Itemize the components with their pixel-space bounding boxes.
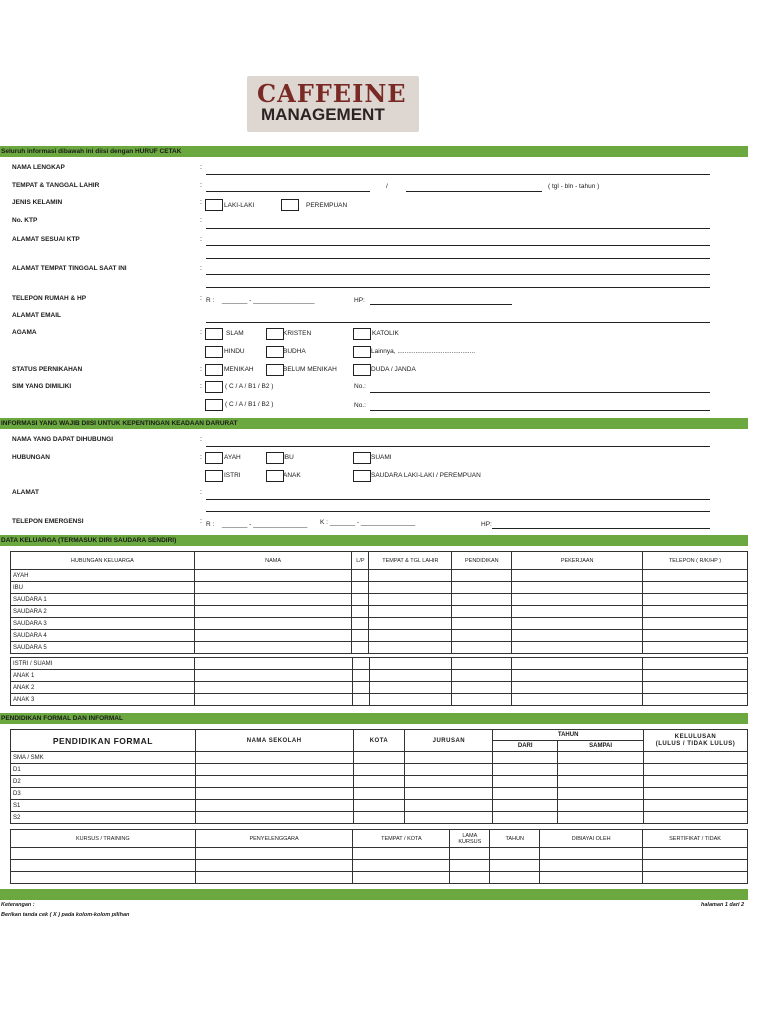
row-label: ISTRI / SUAMI bbox=[11, 658, 195, 670]
option-islam: SLAM bbox=[226, 330, 244, 337]
header-sampai: SAMPAI bbox=[558, 741, 644, 752]
colon: : bbox=[200, 182, 202, 189]
table-cell[interactable] bbox=[643, 630, 748, 642]
table-cell[interactable] bbox=[369, 618, 452, 630]
alamat-ktp-field-2[interactable] bbox=[206, 258, 710, 259]
table-cell[interactable] bbox=[558, 764, 644, 776]
tanggal-lahir-field[interactable] bbox=[406, 191, 542, 192]
label-alamat-ktp: ALAMAT SESUAI KTP bbox=[12, 236, 80, 243]
no-ktp-field[interactable] bbox=[206, 228, 710, 229]
table-cell[interactable] bbox=[644, 764, 748, 776]
table-cell[interactable] bbox=[194, 642, 352, 654]
table-cell[interactable] bbox=[493, 776, 558, 788]
checkbox-islam[interactable] bbox=[205, 328, 223, 340]
table-cell[interactable] bbox=[452, 682, 512, 694]
row-label: D1 bbox=[11, 764, 196, 776]
section-header-education: PENDIDIKAN FORMAL DAN INFORMAL bbox=[0, 713, 748, 724]
table-cell[interactable] bbox=[353, 812, 405, 824]
table-cell[interactable] bbox=[512, 606, 643, 618]
checkbox-istri[interactable] bbox=[205, 470, 223, 482]
table-cell[interactable] bbox=[490, 872, 540, 884]
row-label: S1 bbox=[11, 800, 196, 812]
checkbox-perempuan[interactable] bbox=[281, 199, 299, 211]
table-cell[interactable] bbox=[540, 872, 643, 884]
table-cell[interactable] bbox=[195, 788, 353, 800]
checkbox-anak[interactable] bbox=[266, 470, 284, 482]
col-header: SERTIFIKAT / TIDAK bbox=[643, 830, 748, 848]
table-cell[interactable] bbox=[369, 682, 452, 694]
table-cell[interactable] bbox=[352, 670, 369, 682]
col-header: LAMA KURSUS bbox=[450, 830, 490, 848]
table-cell[interactable] bbox=[644, 800, 748, 812]
table-cell[interactable] bbox=[512, 694, 643, 706]
option-katolik: KATOLIK bbox=[372, 330, 399, 337]
nama-lengkap-field[interactable] bbox=[206, 174, 710, 175]
table-cell[interactable] bbox=[643, 570, 748, 582]
table-row bbox=[11, 670, 748, 682]
table-cell[interactable] bbox=[194, 670, 352, 682]
footer-bar bbox=[0, 889, 748, 900]
table-cell[interactable] bbox=[194, 606, 352, 618]
table-cell[interactable] bbox=[352, 694, 369, 706]
row-label: ANAK 3 bbox=[11, 694, 195, 706]
checkbox-sim-2[interactable] bbox=[205, 399, 223, 411]
label-agama: AGAMA bbox=[12, 329, 37, 336]
checkbox-duda-janda[interactable] bbox=[353, 364, 371, 376]
table-row bbox=[11, 800, 748, 812]
table-cell[interactable] bbox=[369, 606, 452, 618]
table-row bbox=[11, 658, 748, 670]
courses-table bbox=[10, 829, 748, 884]
table-cell[interactable] bbox=[643, 618, 748, 630]
table-cell[interactable] bbox=[194, 694, 352, 706]
table-cell[interactable] bbox=[194, 594, 352, 606]
logo-line2: MANAGEMENT bbox=[261, 105, 385, 124]
table-cell[interactable] bbox=[643, 606, 748, 618]
row-label: ANAK 2 bbox=[11, 682, 195, 694]
colon: : bbox=[200, 329, 202, 336]
table-row bbox=[11, 582, 748, 594]
sim-no-label-1: No.: bbox=[354, 383, 366, 390]
table-row bbox=[11, 682, 748, 694]
table-cell[interactable] bbox=[194, 570, 352, 582]
checkbox-saudara[interactable] bbox=[353, 470, 371, 482]
checkbox-laki-laki[interactable] bbox=[205, 199, 223, 211]
ttl-separator: / bbox=[386, 183, 388, 190]
table-cell[interactable] bbox=[369, 642, 452, 654]
table-cell[interactable] bbox=[512, 618, 643, 630]
table-cell[interactable] bbox=[194, 582, 352, 594]
table-cell[interactable] bbox=[493, 764, 558, 776]
colon: : bbox=[200, 366, 202, 373]
tel-r-label: R : bbox=[206, 521, 215, 528]
col-header: HUBUNGAN KELUARGA bbox=[11, 552, 195, 570]
table-cell[interactable] bbox=[352, 582, 369, 594]
table-cell[interactable] bbox=[450, 860, 490, 872]
col-header: PENDIDIKAN bbox=[452, 552, 512, 570]
table-cell[interactable] bbox=[643, 582, 748, 594]
table-cell[interactable] bbox=[452, 658, 512, 670]
table-cell[interactable] bbox=[512, 594, 643, 606]
table-cell[interactable] bbox=[194, 658, 352, 670]
sim-no-label-2: No.: bbox=[354, 402, 366, 409]
checkbox-lainnya[interactable] bbox=[353, 346, 371, 358]
table-cell[interactable] bbox=[490, 848, 540, 860]
checkbox-sim-1[interactable] bbox=[205, 381, 223, 393]
table-cell[interactable] bbox=[644, 752, 748, 764]
option-ayah: AYAH bbox=[224, 454, 241, 461]
label-telepon: TELEPON RUMAH & HP bbox=[12, 295, 87, 302]
option-saudara: SAUDARA LAKI-LAKI / PEREMPUAN bbox=[371, 472, 481, 479]
table-cell[interactable] bbox=[512, 682, 643, 694]
table-cell[interactable] bbox=[405, 776, 493, 788]
table-cell[interactable] bbox=[353, 788, 405, 800]
colon: : bbox=[200, 236, 202, 243]
table-row bbox=[11, 860, 748, 872]
table-cell[interactable] bbox=[352, 606, 369, 618]
tel-hp-label: HP: bbox=[481, 521, 492, 528]
table-cell[interactable] bbox=[353, 872, 450, 884]
table-cell[interactable] bbox=[369, 670, 452, 682]
nama-kontak-field[interactable] bbox=[206, 446, 710, 447]
table-cell[interactable] bbox=[369, 582, 452, 594]
alamat-kontak-field-2[interactable] bbox=[206, 511, 710, 512]
table-cell[interactable] bbox=[540, 848, 643, 860]
table-row bbox=[11, 812, 748, 824]
table-cell[interactable] bbox=[643, 872, 748, 884]
option-istri: ISTRI bbox=[224, 472, 241, 479]
colon: : bbox=[200, 454, 202, 461]
table-row bbox=[11, 594, 748, 606]
sim-option-1: ( C / A / B1 / B2 ) bbox=[225, 383, 274, 390]
table-cell[interactable] bbox=[540, 860, 643, 872]
table-cell[interactable] bbox=[558, 800, 644, 812]
row-label: SMA / SMK bbox=[11, 752, 196, 764]
table-cell[interactable] bbox=[452, 694, 512, 706]
option-menikah: MENIKAH bbox=[224, 366, 254, 373]
table-cell[interactable] bbox=[352, 594, 369, 606]
family-table-header bbox=[11, 552, 748, 570]
table-cell[interactable] bbox=[405, 800, 493, 812]
table-cell[interactable] bbox=[11, 860, 196, 872]
table-cell[interactable] bbox=[643, 658, 748, 670]
col-header: TEMPAT / KOTA bbox=[353, 830, 450, 848]
table-cell[interactable] bbox=[195, 776, 353, 788]
header-kelulusan bbox=[644, 730, 748, 752]
col-header: TAHUN bbox=[490, 830, 540, 848]
checkbox-suami[interactable] bbox=[353, 452, 371, 464]
colon: : bbox=[200, 164, 202, 171]
header-pendidikan-formal: PENDIDIKAN FORMAL bbox=[11, 730, 196, 752]
table-cell[interactable] bbox=[558, 788, 644, 800]
table-cell[interactable] bbox=[493, 800, 558, 812]
table-cell[interactable] bbox=[512, 570, 643, 582]
table-cell[interactable] bbox=[194, 618, 352, 630]
table-cell[interactable] bbox=[353, 752, 405, 764]
checkbox-budha[interactable] bbox=[266, 346, 284, 358]
ttl-hint: ( tgl - bln - tahun ) bbox=[548, 183, 600, 190]
table-cell[interactable] bbox=[512, 670, 643, 682]
col-header: TEMPAT & TGL LAHIR bbox=[369, 552, 452, 570]
col-header: KURSUS / TRAINING bbox=[11, 830, 196, 848]
label-no-ktp: No. KTP bbox=[12, 217, 38, 224]
table-cell[interactable] bbox=[11, 848, 196, 860]
table-cell[interactable] bbox=[493, 752, 558, 764]
table-cell[interactable] bbox=[369, 630, 452, 642]
sim-option-2: ( C / A / B1 / B2 ) bbox=[225, 401, 274, 408]
alamat-tinggal-field-2[interactable] bbox=[206, 287, 710, 288]
table-cell[interactable] bbox=[195, 752, 353, 764]
table-cell[interactable] bbox=[643, 682, 748, 694]
option-laki-laki: LAKI-LAKI bbox=[224, 202, 255, 209]
table-cell[interactable] bbox=[558, 812, 644, 824]
table-row bbox=[11, 570, 748, 582]
table-cell[interactable] bbox=[369, 594, 452, 606]
row-label: S2 bbox=[11, 812, 196, 824]
table-cell[interactable] bbox=[512, 642, 643, 654]
label-alamat-tinggal: ALAMAT TEMPAT TINGGAL SAAT INI bbox=[12, 265, 127, 272]
table-cell[interactable] bbox=[450, 848, 490, 860]
header-dari: DARI bbox=[493, 741, 558, 752]
row-label: SAUDARA 2 bbox=[11, 606, 195, 618]
footer-note: Berikan tanda cek ( X ) pada kolom-kolom pilihan bbox=[1, 912, 130, 918]
colon: : bbox=[200, 518, 202, 525]
table-cell[interactable] bbox=[558, 776, 644, 788]
table-row bbox=[11, 630, 748, 642]
table-cell[interactable] bbox=[369, 658, 452, 670]
company-logo bbox=[247, 76, 419, 132]
table-cell[interactable] bbox=[643, 594, 748, 606]
alamat-kontak-field-1[interactable] bbox=[206, 499, 710, 500]
option-kristen: KRISTEN bbox=[283, 330, 312, 337]
table-cell[interactable] bbox=[353, 764, 405, 776]
label-tempat-tanggal-lahir: TEMPAT & TANGGAL LAHIR bbox=[12, 182, 100, 189]
table-cell[interactable] bbox=[643, 694, 748, 706]
table-cell[interactable] bbox=[452, 670, 512, 682]
col-header: DIBIAYAI OLEH bbox=[540, 830, 643, 848]
alamat-ktp-field-1[interactable] bbox=[206, 245, 710, 246]
page-number: halaman 1 dari 2 bbox=[701, 902, 745, 908]
table-cell[interactable] bbox=[452, 570, 512, 582]
table-cell[interactable] bbox=[493, 788, 558, 800]
table-cell[interactable] bbox=[195, 764, 353, 776]
header-kelulusan-2: (LULUS / TIDAK LULUS) bbox=[655, 740, 736, 747]
logo-line1: CAFFEINE bbox=[257, 79, 407, 108]
table-cell[interactable] bbox=[369, 570, 452, 582]
row-label: ANAK 1 bbox=[11, 670, 195, 682]
table-cell[interactable] bbox=[644, 812, 748, 824]
table-row bbox=[11, 776, 748, 788]
option-perempuan: PEREMPUAN bbox=[306, 202, 348, 209]
header-nama-sekolah: NAMA SEKOLAH bbox=[195, 730, 353, 752]
table-cell[interactable] bbox=[493, 812, 558, 824]
checkbox-ayah[interactable] bbox=[205, 452, 223, 464]
row-label: D2 bbox=[11, 776, 196, 788]
family-table bbox=[10, 551, 748, 654]
table-cell[interactable] bbox=[194, 682, 352, 694]
checkbox-menikah[interactable] bbox=[205, 364, 223, 376]
section-header-emergency: INFORMASI YANG WAJIB DIISI UNTUK KEPENTINGAN KEADAAN DARURAT bbox=[0, 418, 748, 429]
col-header: PEKERJAAN bbox=[512, 552, 643, 570]
table-cell[interactable] bbox=[195, 800, 353, 812]
colon: : bbox=[200, 489, 202, 496]
label-email: ALAMAT EMAIL bbox=[12, 312, 61, 319]
table-row bbox=[11, 788, 748, 800]
table-row bbox=[11, 618, 748, 630]
family-table-spouse bbox=[10, 657, 748, 706]
checkbox-kristen[interactable] bbox=[266, 328, 284, 340]
table-cell[interactable] bbox=[352, 570, 369, 582]
label-alamat-kontak: ALAMAT bbox=[12, 489, 39, 496]
alamat-tinggal-field-1[interactable] bbox=[206, 274, 710, 275]
table-cell[interactable] bbox=[512, 658, 643, 670]
table-row bbox=[11, 642, 748, 654]
table-cell[interactable] bbox=[369, 694, 452, 706]
option-lainnya[interactable]: Lainnya, ........................................... bbox=[371, 348, 476, 355]
section-header-personal: Seluruh informasi dibawah ini diisi dengan HURUF CETAK bbox=[0, 146, 748, 157]
table-cell[interactable] bbox=[643, 848, 748, 860]
table-cell[interactable] bbox=[452, 618, 512, 630]
table-cell[interactable] bbox=[643, 642, 748, 654]
table-cell[interactable] bbox=[195, 872, 353, 884]
table-cell[interactable] bbox=[352, 642, 369, 654]
table-cell[interactable] bbox=[644, 776, 748, 788]
label-sim: SIM YANG DIMILIKI bbox=[12, 383, 72, 390]
option-budha: BUDHA bbox=[283, 348, 306, 355]
table-cell[interactable] bbox=[352, 630, 369, 642]
table-cell[interactable] bbox=[644, 788, 748, 800]
label-hubungan: HUBUNGAN bbox=[12, 454, 50, 461]
table-cell[interactable] bbox=[195, 812, 353, 824]
sim-no-field-1[interactable] bbox=[370, 392, 710, 393]
table-cell[interactable] bbox=[512, 630, 643, 642]
table-cell[interactable] bbox=[405, 764, 493, 776]
telepon-rumah-field[interactable]: _______ - _________________ bbox=[222, 297, 315, 304]
table-row bbox=[11, 764, 748, 776]
table-cell[interactable] bbox=[353, 860, 450, 872]
colon: : bbox=[200, 436, 202, 443]
option-duda-janda: DUDA / JANDA bbox=[371, 366, 416, 373]
tel-kantor-field[interactable]: K : _______ - _______________ bbox=[320, 519, 416, 526]
label-status-pernikahan: STATUS PERNIKAHAN bbox=[12, 366, 83, 373]
option-anak: ANAK bbox=[283, 472, 301, 479]
table-cell[interactable] bbox=[353, 848, 450, 860]
header-kota: KOTA bbox=[353, 730, 405, 752]
table-cell[interactable] bbox=[353, 800, 405, 812]
checkbox-ibu[interactable] bbox=[266, 452, 284, 464]
col-header: PENYELENGGARA bbox=[195, 830, 353, 848]
option-ibu: IBU bbox=[283, 454, 294, 461]
table-cell[interactable] bbox=[643, 670, 748, 682]
col-header: L/P bbox=[352, 552, 369, 570]
telepon-hp-field[interactable] bbox=[370, 304, 512, 305]
row-label: SAUDARA 1 bbox=[11, 594, 195, 606]
label-jenis-kelamin: JENIS KELAMIN bbox=[12, 199, 63, 206]
col-header: NAMA bbox=[194, 552, 352, 570]
table-cell[interactable] bbox=[512, 582, 643, 594]
table-row bbox=[11, 848, 748, 860]
checkbox-katolik[interactable] bbox=[353, 328, 371, 340]
row-label: IBU bbox=[11, 582, 195, 594]
education-table bbox=[10, 729, 748, 824]
table-row bbox=[11, 752, 748, 764]
colon: : bbox=[200, 295, 202, 302]
row-label: SAUDARA 4 bbox=[11, 630, 195, 642]
table-cell[interactable] bbox=[352, 658, 369, 670]
table-row bbox=[11, 694, 748, 706]
tempat-lahir-field[interactable] bbox=[206, 191, 370, 192]
table-cell[interactable] bbox=[452, 642, 512, 654]
table-cell[interactable] bbox=[352, 618, 369, 630]
section-header-family: DATA KELUARGA (TERMASUK DIRI SAUDARA SENDIRI) bbox=[0, 535, 748, 546]
checkbox-hindu[interactable] bbox=[205, 346, 223, 358]
table-cell[interactable] bbox=[353, 776, 405, 788]
tel-rumah-field[interactable]: _______ - _______________ bbox=[222, 521, 308, 528]
label-telepon-emergensi: TELEPON EMERGENSI bbox=[12, 518, 84, 525]
sim-no-field-2[interactable] bbox=[370, 410, 710, 411]
table-cell[interactable] bbox=[405, 812, 493, 824]
label-nama-kontak: NAMA YANG DAPAT DIHUBUNGI bbox=[12, 436, 113, 443]
option-belum-menikah: BELUM MENIKAH bbox=[283, 366, 337, 373]
telepon-r-label: R : bbox=[206, 297, 215, 304]
table-cell[interactable] bbox=[195, 860, 353, 872]
table-cell[interactable] bbox=[452, 630, 512, 642]
table-cell[interactable] bbox=[195, 848, 353, 860]
colon: : bbox=[200, 199, 202, 206]
table-cell[interactable] bbox=[558, 752, 644, 764]
table-cell[interactable] bbox=[352, 682, 369, 694]
email-field[interactable] bbox=[206, 322, 710, 323]
colon: : bbox=[200, 217, 202, 224]
table-cell[interactable] bbox=[450, 872, 490, 884]
table-cell[interactable] bbox=[405, 788, 493, 800]
row-label: AYAH bbox=[11, 570, 195, 582]
colon: : bbox=[200, 265, 202, 272]
label-nama-lengkap: NAMA LENGKAP bbox=[12, 164, 65, 171]
table-cell[interactable] bbox=[643, 860, 748, 872]
checkbox-belum-menikah[interactable] bbox=[266, 364, 284, 376]
table-cell[interactable] bbox=[194, 630, 352, 642]
row-label: SAUDARA 3 bbox=[11, 618, 195, 630]
table-cell[interactable] bbox=[452, 582, 512, 594]
tel-hp-field[interactable] bbox=[492, 528, 710, 529]
colon: : bbox=[200, 383, 202, 390]
row-label: D3 bbox=[11, 788, 196, 800]
table-cell[interactable] bbox=[490, 860, 540, 872]
option-hindu: HINDU bbox=[224, 348, 245, 355]
row-label: SAUDARA 5 bbox=[11, 642, 195, 654]
table-row bbox=[11, 872, 748, 884]
col-header: TELEPON ( R/K/HP ) bbox=[643, 552, 748, 570]
table-row bbox=[11, 606, 748, 618]
header-tahun: TAHUN bbox=[493, 730, 644, 741]
table-cell[interactable] bbox=[452, 606, 512, 618]
table-cell[interactable] bbox=[11, 872, 196, 884]
table-cell[interactable] bbox=[405, 752, 493, 764]
table-cell[interactable] bbox=[452, 594, 512, 606]
telepon-hp-label: HP: bbox=[354, 297, 365, 304]
option-suami: SUAMI bbox=[371, 454, 392, 461]
footer-keterangan: Keterangan : bbox=[1, 902, 35, 908]
header-jurusan: JURUSAN bbox=[405, 730, 493, 752]
header-kelulusan-1: KELULUSAN bbox=[674, 733, 717, 740]
